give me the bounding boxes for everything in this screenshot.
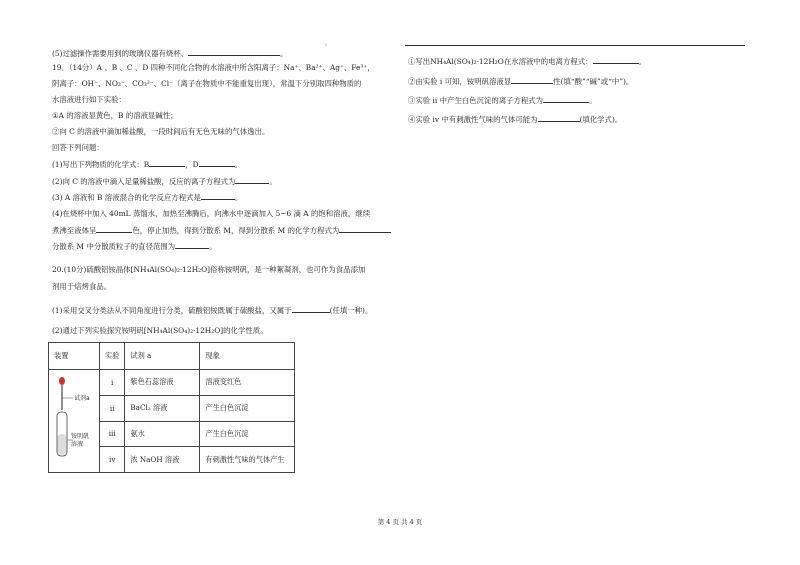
exp-id: iii: [100, 421, 125, 447]
experiment-table: [48, 342, 295, 473]
answer-blank[interactable]: [538, 114, 580, 122]
phenomenon: 产生白色沉淀: [200, 395, 295, 421]
header-rule: [405, 45, 745, 46]
q18-part5: (5)过滤操作需要用到的玻璃仪器有烧杯、 。: [52, 49, 288, 58]
answer-blank[interactable]: [96, 225, 132, 233]
q19-stem-2: 阴离子：OH⁻、NO₃⁻、CO₃²⁻、Cl⁻（离子在物质中不能重复出现），常温下分别取四种物质的: [52, 79, 362, 88]
answer-blank[interactable]: [511, 76, 553, 84]
page-footer: 第 4 页 共 4 页: [377, 518, 423, 526]
header-reagent: 试剂 a: [125, 343, 200, 370]
q19-part3: (3) A 溶液和 B 溶液混合的化学反应方程式是 。: [52, 193, 243, 202]
formula: NH₄Al(SO₄)₂·12H₂O: [146, 326, 221, 335]
label-solution-2: 溶液: [71, 441, 84, 448]
right-q4: ④实验 iv 中有刺激性气味的气体可能为 (填化学式)。: [408, 115, 623, 124]
formula: NH₄Al(SO₄)₂·12H₂O: [133, 265, 208, 274]
q20-stem-2: 剂用于焙烤食品。: [52, 282, 112, 291]
header-experiment: 实验: [100, 343, 125, 370]
dropper-test-tube-icon: [49, 370, 99, 470]
q19-part4-line2: 煮沸至液体呈 色，停止加热，得到分散系 M，得到分散系 M 的化学方程式为: [52, 225, 391, 236]
table-header-row: [49, 343, 295, 370]
exp-id: iv: [100, 447, 125, 473]
answer-blank[interactable]: [543, 95, 589, 103]
answer-blank-b[interactable]: [149, 159, 185, 167]
phenomenon: 产生白色沉淀: [200, 421, 295, 447]
q19-stem-1: 19．（14分）A 、B 、C 、D 四种不同化合物的水溶液中所含阳离子：Na⁺、Ba²⁺、Ag⁺、Fe³⁺，: [52, 63, 375, 72]
phenomenon: 有刺激性气味的气体产生: [200, 447, 295, 473]
reagent: 氨水: [125, 421, 200, 447]
answer-blank[interactable]: [235, 176, 269, 184]
phenomenon: 溶液变红色: [200, 370, 295, 396]
q19-stem-3: 水溶液进行如下实验：: [52, 95, 126, 104]
q19-part4-line1: (4)在烧杯中加入 40mL 蒸馏水，加热至沸腾后，向沸水中逐滴加入 5~6 滴 A 的饱和溶液，继续: [52, 209, 371, 218]
answer-blank[interactable]: [188, 48, 280, 56]
q20-stem-1: 20.(10分)硫酸铝铵晶体[NH₄Al(SO₄)₂·12H₂O]俗称铵明矾，是一种絮凝剂，也可作为食品添加: [52, 265, 366, 274]
label-reagent: 试剂a: [74, 395, 90, 402]
right-q3: ③实验 ii 中产生白色沉淀的离子方程式为 。: [408, 96, 597, 105]
exp-id: ii: [100, 395, 125, 421]
answer-blank[interactable]: [175, 241, 209, 249]
reagent: 浓 NaOH 溶液: [125, 447, 200, 473]
answer-blank[interactable]: [339, 225, 391, 233]
apparatus-cell: [49, 370, 100, 473]
answer-blank[interactable]: [593, 56, 639, 64]
q19-prompt: 回答下列问题：: [52, 143, 104, 152]
header-phenomenon: 现象: [200, 343, 295, 370]
answer-blank[interactable]: [292, 305, 330, 313]
q19-condition-2: ②向 C 的溶液中滴加稀盐酸，一段时间后有无色无味的气体逸出。: [52, 127, 270, 136]
q19-part2: (2)向 C 的溶液中滴入足量稀盐酸，反应的离子方程式为 。: [52, 177, 277, 186]
reagent: 紫色石蕊溶液: [125, 370, 200, 396]
q20-part1: (1)采用交叉分类法从不同角度进行分类，硫酸铝铵既属于硫酸盐，又属于 (任填一种)。: [52, 306, 373, 315]
formula: NH₄Al(SO₄)₂·12H₂O: [430, 57, 504, 66]
q19-part1: (1)写出下列物质的化学式：B ，D 。: [52, 160, 242, 169]
answer-blank[interactable]: [201, 192, 235, 200]
header-apparatus: 装置: [49, 343, 100, 370]
table-row: [49, 370, 295, 396]
q19-condition-1: ①A 的溶液显黄色，B 的溶液显碱性；: [52, 111, 178, 120]
exp-id: i: [100, 370, 125, 396]
answer-blank-d[interactable]: [199, 159, 235, 167]
right-q1: ①写出NH₄Al(SO₄)₂·12H₂O在水溶液中的电离方程式： 。: [408, 57, 646, 66]
reagent: BaCl₂ 溶液: [125, 395, 200, 421]
right-q2: ②由实验 i 可知，铵明矾溶液显 性(填“酸”“碱”或“中”)。: [408, 77, 634, 86]
page-mark: ¹: [325, 43, 328, 49]
q19-part4-line3: 分散系 M 中分散质粒子的直径范围为 。: [52, 242, 217, 251]
label-solution-1: 铵明矾: [71, 433, 90, 440]
q20-part2: (2)通过下列实验探究铵明矾[NH₄Al(SO₄)₂·12H₂O]的化学性质。: [52, 326, 268, 335]
